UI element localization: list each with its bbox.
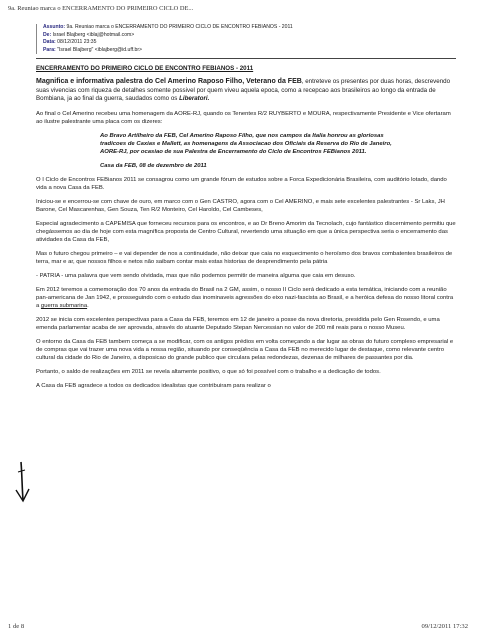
meta-from-value: Israel Blajberg <iblaj@hotmail.com> <box>52 31 135 38</box>
meta-subject-value: 9a. Reuniao marca o ENCERRAMENTO DO PRIMEIRO CICLO DE ENCONTRO FEBIANOS - 2011 <box>66 24 293 30</box>
plaque-dedication: Ao Bravo Artilheiro da FEB, Cel Amerino Raposo Filho, que nos campos da Italia honrou as gloriosas tradicoes de Caxias e Mallett, as homenagens da Associacao dos Oficiais da Reserva do Rio de Janeiro, AORE-RJ, por ocasiao de sua Palestra de Encerramento do Ciclo de Encontros FEBianos 2011. <box>100 133 392 156</box>
meta-from-label: De: <box>43 31 52 38</box>
paragraph-2012-text: Em 2012 teremos a comemoração dos 70 anos da entrada do Brasil na 2 GM, assim, o nosso II Ciclo será dedicado a esta temática, iniciando com a reunião pan-americana de Jan 1942, e prosseguindo com o estudo das inominaveis agressões do eixo nazi-fascista ao Brasil, e a heróica defesa do nosso litoral contra a <box>36 287 454 310</box>
paragraph-patria: - PATRIA - uma palavra que vem sendo olvidada, mas que não podemos permitir de maneira alguma que caia em desuso. <box>36 273 356 280</box>
plaque-signoff: Casa da FEB, 08 de dezembro de 2011 <box>100 163 207 170</box>
paragraph-2012 <box>36 286 456 310</box>
meta-date-label: Data: <box>43 39 56 46</box>
paragraph-2012-end: . <box>87 303 89 310</box>
page-header-title: 9a. Reuniao marca o ENCERRAMENTO DO PRIMEIRO CICLO DE... <box>8 5 194 12</box>
paragraph-iniciou: Iniciou-se e encerrou-se com chave de ouro, em marco com o Gen CASTRO, agora com o Cel AMERINO, e mais sete excelentes palestrantes - Sr Laks, JH Barone, Cel Mascarenhas, Gen Souza, Ten R/2 Monteiro, Cel Haroldo, Cel Cambeses, <box>36 199 445 214</box>
meta-to <box>43 47 456 55</box>
paragraph-saldo: Portanto, o saldo de realizações em 2011 se revela altamente positivo, o que só foi possível com o trabalho e a dedicação de todos. <box>36 369 381 376</box>
meta-from <box>43 32 456 40</box>
paragraph-ciclo: O I Ciclo de Encontros FEBianos 2011 se consagrou como um grande fórum de estudos sobre a Forca Expedicionária Brasileira, com auditório lotado, dando vida a nova Casa da FEB. <box>36 177 447 192</box>
meta-date <box>43 39 456 47</box>
meta-subject <box>43 24 456 32</box>
meta-subject-label: Assunto: <box>43 24 66 30</box>
paragraph-perspectivas: 2012 se inicia com excelentes perspectivas para a Casa da FEB, teremos em 12 de janeiro a posse da nova diretoria, presidida pelo Gen Rosendo, e uma emenda parlamentar acaba de ser aprovada, através do atuante Deputado Stepan Nercessian no valor de 200 mil reais para o nosso Museu. <box>36 317 440 332</box>
handwritten-arrow-mark <box>12 460 34 508</box>
email-body <box>36 24 456 396</box>
meta-to-value: "Israel Blajberg" <iblajberg@id.uff.br> <box>57 46 143 53</box>
email-headers <box>36 24 456 54</box>
article-title: ENCERRAMENTO DO PRIMEIRO CICLO DE ENCONTRO FEBIANOS - 2011 <box>36 65 254 73</box>
paragraph-entorno: O entorno da Casa da FEB tambem começa a se modificar, com os antigos prédios em volta começando a dar lugar as obras do futuro complexo empresarial e de compras que vai trazer uma nova vida a nossa região, situando por conseqüência a Casa da FEB no merecido lugar de destaque, como relevante centro cultural da cidade do Rio de Janeiro, a disposicao do grande publico que circulara pelas redondezas, dezenas de milhares de passantes por dia. <box>36 339 454 362</box>
paragraph-final: A Casa da FEB agradece a todos os dedicados idealistas que contribuiram para realizar o <box>36 383 271 390</box>
paragraph-homenagem: Ao final o Cel Amerino recebeu uma homenagem da AORE-RJ, quando os Tenentes R/2 RUYBERTO e MOURA, respectivamente Presidente e Vice ofertaram ao ilustre palestrante uma placa com os dizeres: <box>36 111 451 126</box>
lead-emph: Liberatori. <box>179 94 210 102</box>
header-divider <box>36 58 456 59</box>
meta-date-value: 08/12/2011 23:35 <box>57 39 97 46</box>
paragraph-agradecimento: Especial agradecimento a CAPEMISA que forneceu recursos para os encontros, e ao Dr Breno Amorim da Tecnolach, cujo fantástico discernimento permitiu que chegássemos ao dia de hoje com esta magnífica proposta de Centro Cultural, revertendo uma situação em que a única perspectiva seria o encerramento das atividades da Casa da FEB, <box>36 221 456 244</box>
lead-paragraph <box>36 78 456 103</box>
meta-to-label: Para: <box>43 46 56 53</box>
email-meta <box>43 24 456 54</box>
page-counter: 1 de 8 <box>8 623 25 630</box>
print-timestamp: 09/12/2011 17:32 <box>421 623 468 630</box>
lead-text: , entreteve os presentes por duas horas, descrevendo suas vivencias com riqueza de detalhes somente possivel por quem viveu aquela epoca, como a recepcao aos brasileiros ao longo da entrada de Bombiana, ja ao final da guerra, saudados como os <box>36 78 451 102</box>
paragraph-futuro: Mas o futuro chegou primeiro – e vai depender de nos a continuidade, não deixar que caia no esquecimento o heroísmo dos bravos combatentes brasileiros de terra, mar e ar, que nossos filhos e netos não saibam contar mais estas historias de desprendimento pela pátria <box>36 251 453 266</box>
lead-bold: Magnifica e informativa palestra do Cel Amerino Raposo Filho, Veterano da FEB <box>36 78 302 86</box>
paragraph-2012-underlined: guerra submarina <box>40 303 88 310</box>
